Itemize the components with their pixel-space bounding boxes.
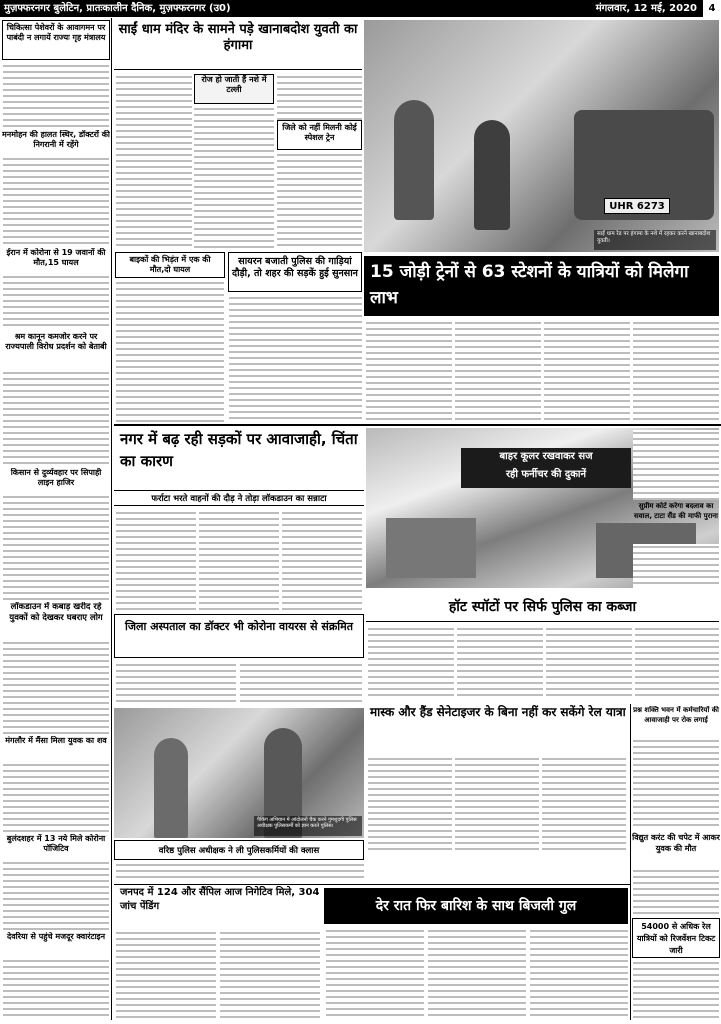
photo-caption: साईं धाम रेड पर हंगामा के नशे में रहकर करने खानाबदोश युवती। bbox=[594, 230, 716, 250]
article-text bbox=[530, 928, 628, 1020]
trains-headline: 15 जोड़ी ट्रेनों से 63 स्टेशनों के यात्रियों को मिलेगा लाभ bbox=[364, 256, 719, 316]
article-text bbox=[3, 860, 109, 930]
left-headline-1: चिकित्सा पेशेवरों के आवागमन पर पाबंदी न लगायें राज्यः गृह मंत्रालय bbox=[2, 20, 110, 60]
article-text bbox=[277, 74, 362, 250]
article-text bbox=[3, 762, 109, 832]
article-text bbox=[116, 862, 364, 880]
article-text bbox=[542, 756, 626, 852]
article-text bbox=[3, 958, 109, 1018]
article-text bbox=[3, 494, 109, 600]
article-text bbox=[3, 63, 109, 127]
right-headline-1: सुप्रीम कोर्ट करेगा बदलाव का सवाल, टाटा सैंड की माफी पुराना bbox=[634, 502, 718, 520]
lead-headline: साईं धाम मंदिर के सामने पड़े खानाबदोश युवती का हंगामा bbox=[114, 20, 362, 70]
issue-date: मंगलवार, 12 मई, 2020 bbox=[595, 3, 697, 14]
article-text bbox=[368, 756, 452, 852]
article-text bbox=[194, 106, 274, 250]
article-text bbox=[633, 544, 719, 588]
article-text bbox=[116, 662, 236, 706]
article-text bbox=[455, 756, 539, 852]
box-headline-2: बाइकों की भिड़ंत में एक की मौत,दो घायल bbox=[115, 252, 225, 278]
article-text bbox=[544, 320, 630, 422]
mask-headline: मास्क और हैंड सेनेटाइजर के बिना नहीं कर सकेंगे रेल यात्रा bbox=[370, 705, 626, 719]
right-headline-2: प्रश्न शक्ति भवन में कर्मचारियों की आवाजाही पर रोक लगाई bbox=[633, 706, 719, 724]
article-text bbox=[3, 156, 109, 246]
article-text bbox=[240, 662, 362, 706]
article-text bbox=[116, 74, 192, 250]
article-text bbox=[366, 320, 452, 422]
furniture-shape bbox=[386, 518, 476, 578]
traffic-subheading: फर्राटा भरते वाहनों की दौड़ ने तोड़ा लॉकडाउन का सन्नाटा bbox=[114, 490, 364, 506]
person-shape bbox=[154, 738, 188, 838]
article-text bbox=[635, 626, 719, 700]
license-plate: UHR 6273 bbox=[604, 198, 670, 214]
top-photo bbox=[364, 20, 719, 252]
shop-sign bbox=[461, 448, 631, 488]
article-text bbox=[116, 930, 216, 1020]
article-text bbox=[229, 295, 362, 422]
article-text bbox=[220, 930, 320, 1020]
left-column bbox=[0, 18, 112, 1020]
article-text bbox=[428, 928, 526, 1020]
article-text bbox=[455, 320, 541, 422]
lead-subheading: रोज हो जाती हैं नशे में टल्ली bbox=[194, 74, 274, 104]
article-text bbox=[326, 928, 424, 1020]
shop-sign-line-2: रही फर्नीचर की दुकानें bbox=[505, 469, 587, 480]
person-shape bbox=[474, 120, 510, 230]
article-text bbox=[116, 510, 196, 610]
article-text bbox=[3, 640, 109, 734]
article-text bbox=[282, 510, 362, 610]
right-headline-3: विद्युत करंट की चपेट में आकर युवक की मौत bbox=[632, 833, 720, 853]
box-headline-3: सायरन बजाती पुलिस की गाड़ियां दौड़ी, तो शहर की सड़कें हुई सुनसान bbox=[228, 252, 362, 292]
left-headline-8: बुलंदशहर में 13 नये मिले कोरोना पॉजिटिव bbox=[6, 834, 106, 853]
page-number: 4 bbox=[703, 0, 721, 17]
person-shape bbox=[394, 100, 434, 220]
article-text bbox=[546, 626, 632, 700]
box-headline-1: जिले को नहीं मिलनी कोई स्पेशल ट्रेन bbox=[277, 120, 362, 150]
shop-sign-line-1: बाहर कूलर रखवाकर सज bbox=[499, 451, 593, 462]
left-headline-4: श्रम कानून कमजोर करने पर राज्यपाली विरोध प्रदर्शन को बेताबी bbox=[5, 332, 107, 351]
police-photo-caption: पैकिंग अभियान में आंदोलनों चैक करने गुमशुदगी पुलिस अधीक्षक पुलिसकर्मी को ज्ञान करते पुलिस। bbox=[254, 816, 362, 836]
left-headline-7: मंगलौर में मैंसा मिला युवक का शव bbox=[5, 736, 107, 745]
article-text bbox=[633, 738, 719, 830]
left-headline-9: देवरिया से पहुंचे मजदूर क्वारंटाइन bbox=[6, 932, 106, 941]
article-text bbox=[199, 510, 279, 610]
article-text bbox=[116, 280, 224, 422]
bottom-headline-2: देर रात फिर बारिश के साथ बिजली गुल bbox=[324, 888, 628, 924]
article-text bbox=[633, 430, 719, 500]
masthead bbox=[0, 0, 721, 17]
article-text bbox=[368, 626, 454, 700]
traffic-headline: नगर में बढ़ रही सड़कों पर आवाजाही, चिंता का कारण bbox=[120, 430, 358, 470]
section-divider bbox=[114, 424, 721, 426]
right-headline-4: 54000 से अधिक रेल यात्रियों को रिजर्वेशन टिकट जारी bbox=[632, 918, 720, 958]
article-text bbox=[633, 868, 719, 916]
left-headline-6: लॉकडाउन में कबाड़ खरीद रहे युवकों को देखकर घबराए लोग bbox=[9, 602, 103, 623]
left-headline-3: ईरान में कोरोना से 19 जवानों की मौत,15 घायल bbox=[6, 248, 106, 267]
box-headline-4: जिला अस्पताल का डॉक्टर भी कोरोना वायरस से संक्रमित bbox=[114, 614, 364, 658]
article-text bbox=[457, 626, 543, 700]
paper-name: मुज़फ्फरनगर बुलेटिन, प्रातःकालीन दैनिक, मुज़फ्फरनगर (उ0) bbox=[4, 3, 231, 14]
article-text bbox=[3, 370, 109, 466]
police-headline: वरिष्ठ पुलिस अधीक्षक ने ली पुलिसकर्मियों की क्लास bbox=[114, 840, 364, 860]
article-text bbox=[633, 960, 719, 1018]
article-text bbox=[633, 320, 719, 422]
section-divider bbox=[114, 884, 630, 885]
left-headline-2: मनमोहन की हालत स्थिर, डॉक्टरों की निगरानी में रहेंगे bbox=[2, 130, 110, 149]
bottom-headline-1: जनपद में 124 और सैंपिल आज निगेटिव मिले, 304 जांच पेंडिंग bbox=[120, 887, 320, 912]
police-photo bbox=[114, 708, 364, 838]
left-headline-5: किसान से दुर्व्यवहार पर सिपाही लाइन हाजिर bbox=[10, 468, 102, 487]
hotspot-headline: हॉट स्पॉटों पर सिर्फ पुलिस का कब्जा bbox=[366, 592, 719, 622]
article-text bbox=[3, 274, 109, 330]
